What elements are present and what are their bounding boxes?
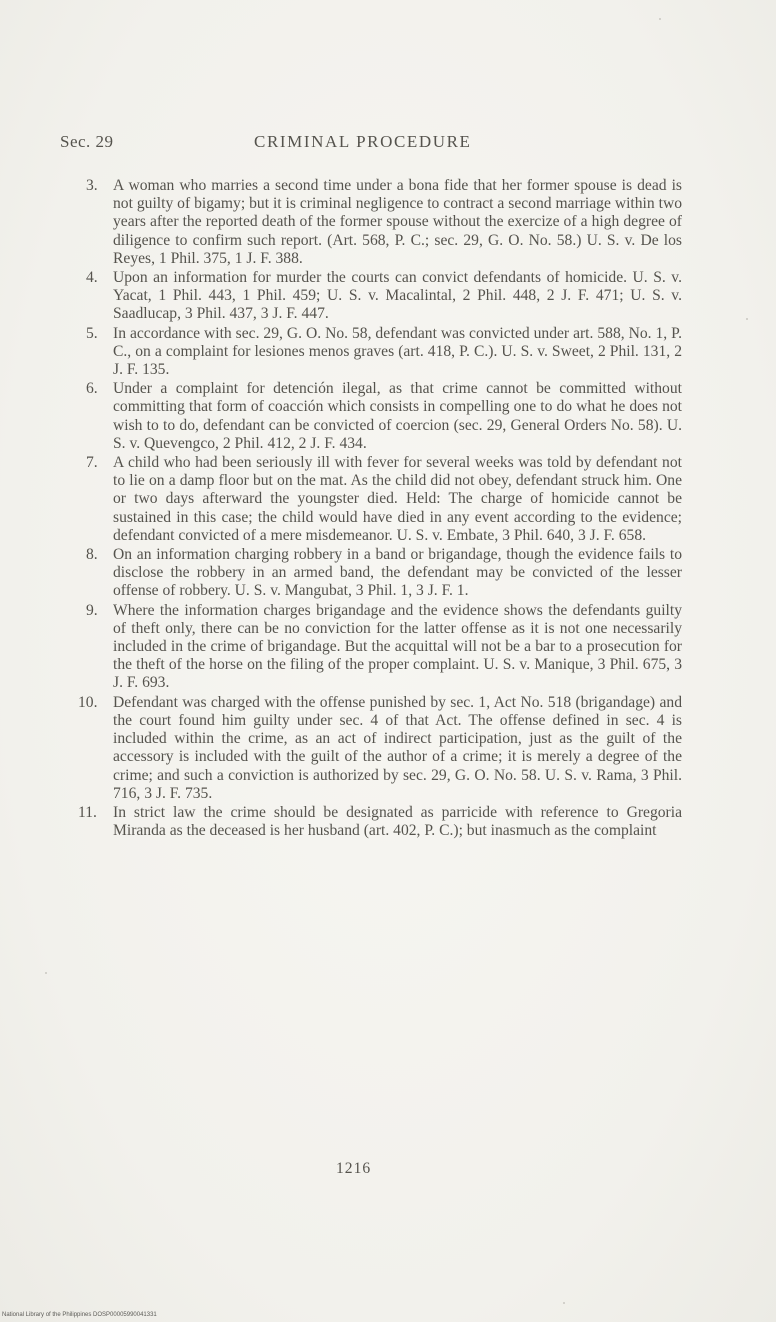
- section-number: Sec. 29: [60, 132, 114, 151]
- entry-number: 4.: [86, 269, 98, 287]
- entry-text: In strict law the crime should be designated as parricide with reference to Gregoria Miranda as the deceased is her husband (art. 402, P. C.); but inasmuch as the complaint: [113, 803, 682, 840]
- entry-text: Defendant was charged with the offense punished by sec. 1, Act No. 518 (brigandage) and the court found him guilty under sec. 4 of that Act. The offense defined in sec. 4 is included within the crime, as an act of indirect participation, just as the guilt of the accessory is included with the guilt of the author of a crime; it is merely a degree of the crime; and such a conviction is authorized by sec. 29, G. O. No. 58. U. S. v. Rama, 3 Phil. 716, 3 J. F. 735.: [113, 693, 682, 802]
- annotation-entry: [86, 325, 682, 380]
- scan-footer: National Library of the Philippines DOSP00005990041331: [2, 1312, 157, 1318]
- entry-text: Where the information charges brigandage and the evidence shows the defendants guilty of theft only, there can be no conviction for the latter offense as it is not one necessarily included in the crime of brigandage. But the acquittal will not be a bar to a prosecution for the theft of the horse on the filing of the proper complaint. U. S. v. Manique, 3 Phil. 675, 3 J. F. 693.: [113, 601, 682, 692]
- annotation-entry: [78, 693, 682, 803]
- annotation-entry: [86, 546, 682, 601]
- entry-number: 7.: [86, 454, 98, 472]
- annotation-entry: [86, 380, 682, 453]
- page-number: 1216: [336, 1160, 372, 1177]
- entry-text: Under a complaint for detención ilegal, as that crime cannot be committed without committing that form of coacción which consists in compelling one to do what he does not wish to to do, defendant can be convicted of coercion (sec. 29, General Orders No. 58). U. S. v. Quevengco, 2 Phil. 412, 2 J. F. 434.: [113, 380, 682, 452]
- entry-text: On an information charging robbery in a band or brigandage, though the evidence fails to disclose the robbery in an armed band, the defendant may be convicted of the lesser offense of robbery. U. S. v. Mangubat, 3 Phil. 1, 3 J. F. 1.: [113, 546, 682, 600]
- entry-text: A child who had been seriously ill with fever for several weeks was told by defendant not to lie on a damp floor but on the mat. As the child did not obey, defendant struck him. One or two days afterward the youngster died. Held: The charge of homicide cannot be sustained in this case; the child would have died in any event according to the evidence; defendant convicted of a mere misdemeanor. U. S. v. Embate, 3 Phil. 640, 3 J. F. 658.: [113, 454, 682, 544]
- scan-speck: [45, 972, 47, 974]
- scan-speck: [746, 318, 748, 320]
- annotation-list: [78, 177, 682, 841]
- entry-number: 10.: [78, 693, 98, 711]
- scan-speck: [563, 1302, 565, 1304]
- annotation-entry: [78, 803, 682, 840]
- entry-text: In accordance with sec. 29, G. O. No. 58, defendant was convicted under art. 588, No. 1, P. C., on a complaint for lesiones menos graves (art. 418, P. C.). U. S. v. Sweet, 2 Phil. 131, 2 J. F. 135.: [113, 324, 682, 379]
- scan-speck: [659, 18, 661, 20]
- entry-number: 3.: [86, 177, 98, 194]
- annotation-entry: [86, 602, 682, 693]
- entry-text: Upon an information for murder the courts can convict defendants of homicide. U. S. v. Yacat, 1 Phil. 443, 1 Phil. 459; U. S. v. Macalintal, 2 Phil. 448, 2 J. F. 471; U. S. v. Saadlucap, 3 Phil. 437, 3 J. F. 447.: [113, 269, 682, 323]
- entry-number: 11.: [78, 803, 97, 821]
- page-title: CRIMINAL PROCEDURE: [254, 132, 472, 151]
- annotation-entry: [86, 454, 682, 545]
- entry-number: 9.: [86, 601, 98, 619]
- annotation-entry: [86, 269, 682, 324]
- annotation-entry: [86, 177, 682, 268]
- entry-text: A woman who marries a second time under a bona fide that her former spouse is dead is not guilty of bigamy; but it is criminal negligence to contract a second marriage within two years after the reported death of the former spouse without the exercize of a high degree of diligence to confirm such report. (Art. 568, P. C.; sec. 29, G. O. No. 58.) U. S. v. De los Reyes, 1 Phil. 375, 1 J. F. 388.: [113, 177, 682, 267]
- entry-number: 8.: [86, 546, 98, 564]
- entry-number: 5.: [86, 324, 98, 342]
- entry-number: 6.: [86, 380, 98, 398]
